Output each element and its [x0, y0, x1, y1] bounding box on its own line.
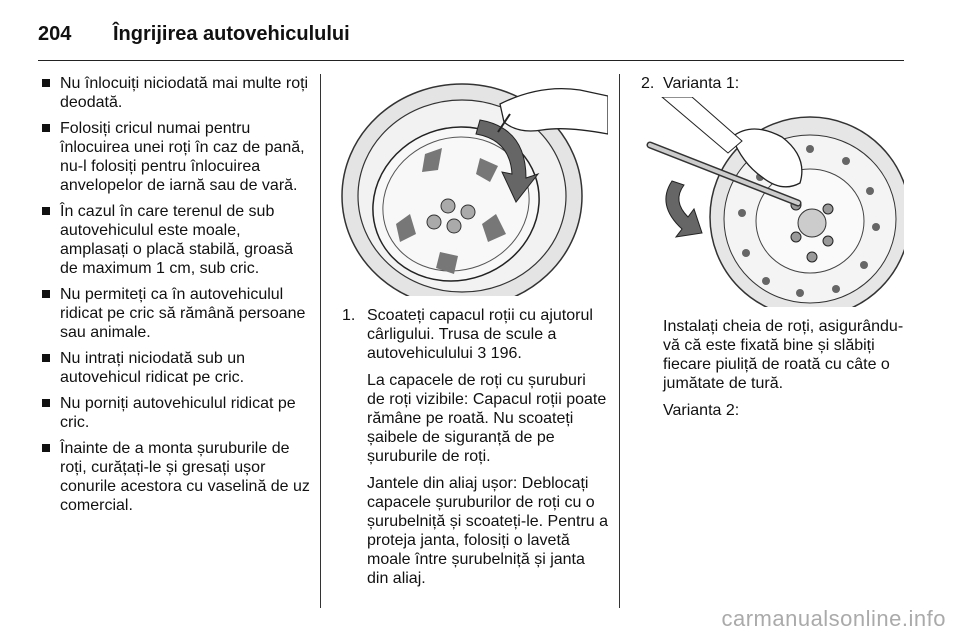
warning-item-text: Nu înlocuiți niciodată mai multe roți deodată.: [60, 75, 309, 111]
warning-item-text: Folosiți cricul numai pentru înlocuirea unei roți în caz de pană, nu-l folosiți pentru înlocuirea anvelopelor de iarnă sau de vară.: [60, 120, 305, 194]
page-reference: 196.: [490, 345, 522, 362]
paragraph-visible-bolts: La capacele de roți cu șuruburi de roți vizibile: Capacul roții poate rămâne pe roată. Nu scoateți șaibele de siguranță de pe șuruburile de roți.: [367, 372, 607, 465]
step-1: [330, 306, 608, 363]
warning-item: [38, 119, 310, 195]
step-1-text: Scoateți capacul roții cu ajutorul cârligului. Trusa de scule a autovehiculului: [367, 307, 593, 362]
header-rule: [38, 60, 904, 61]
bullet-square-icon: [42, 290, 50, 298]
warning-item-text: Nu permiteți ca în autovehiculul ridicat pe cric să rămână persoane sau animale.: [60, 286, 306, 341]
wheel-wrench-illustration: [632, 97, 904, 307]
warning-item-text: În cazul în care terenul de sub autovehiculul este moale, amplasați o placă stabilă, groasă de maximum 1 cm, sub cric.: [60, 203, 294, 277]
bullet-square-icon: [42, 79, 50, 87]
bullet-square-icon: [42, 354, 50, 362]
column-2: [330, 74, 608, 588]
warning-item: [38, 285, 310, 342]
page-number: 204: [38, 22, 72, 45]
step-number: 1.: [342, 307, 356, 324]
hubcap-removal-illustration: [330, 74, 608, 296]
watermark: carmanualsonline.info: [721, 606, 946, 631]
column-3: [632, 74, 904, 420]
warning-item: [38, 439, 310, 515]
bullet-square-icon: [42, 399, 50, 407]
warning-item: [38, 202, 310, 278]
paragraph-install-wrench: Instalați cheia de roți, asigurându-vă că este fixată bine și slăbiți fiecare piuliță de roată cu câte o jumătate de tură.: [663, 318, 904, 392]
warning-item-text: Nu intrați niciodată sub un autovehicul ridicat pe cric.: [60, 350, 245, 386]
warning-item-text: Înainte de a monta șuruburile de roți, curățați-le și gresați ușor conurile acestora cu vaselină de uz comercial.: [60, 440, 310, 514]
paragraph-alloy-rims: Jantele din aliaj ușor: Deblocați capacele șuruburilor de roți cu o șurubelniță și scoateți-le. Pentru a proteja janta, folosiți o lavetă moale între șurubelniță și janta din aliaj.: [367, 475, 609, 587]
column-divider-1: [320, 74, 321, 608]
warning-list: [38, 74, 310, 515]
page-header: [38, 14, 350, 54]
step-number: 2.: [641, 75, 655, 92]
step-2-label: Varianta 1:: [663, 75, 740, 92]
warning-item: [38, 394, 310, 432]
page-title: Îngrijirea autovehiculului: [113, 22, 350, 45]
warning-item: [38, 74, 310, 112]
bullet-square-icon: [42, 444, 50, 452]
bullet-square-icon: [42, 124, 50, 132]
warning-item: [38, 349, 310, 387]
warning-item-text: Nu porniți autovehiculul ridicat pe cric.: [60, 395, 296, 431]
column-1: [38, 74, 310, 522]
step-2: [632, 74, 904, 93]
bullet-square-icon: [42, 207, 50, 215]
cross-reference-arrow: 3: [477, 345, 487, 362]
variant-2-label: Varianta 2:: [663, 402, 740, 419]
column-divider-2: [619, 74, 620, 608]
